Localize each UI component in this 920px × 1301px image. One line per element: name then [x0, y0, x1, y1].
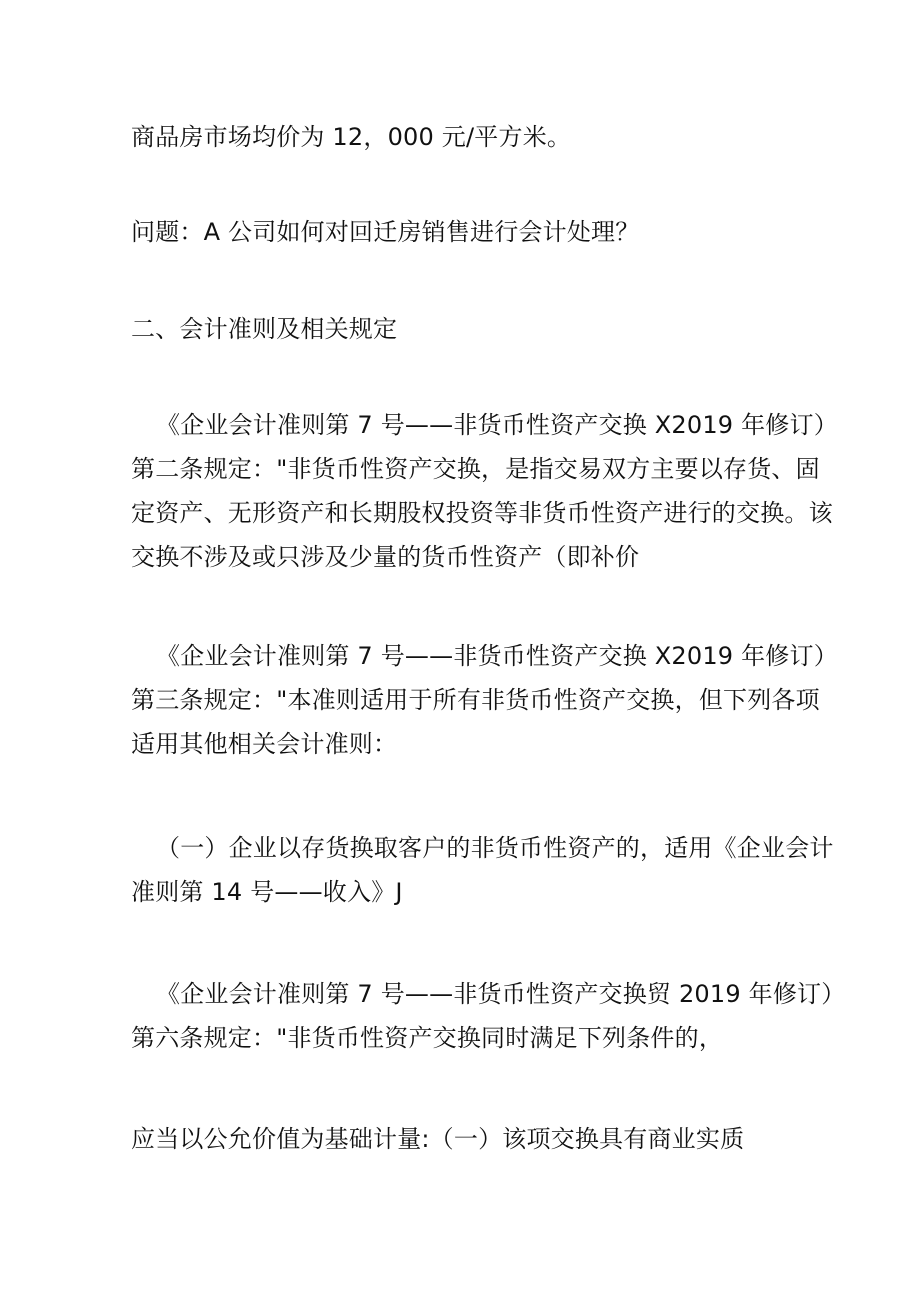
- text-line: 第六条规定："非货币性资产交换同时满足下列条件的，: [131, 1024, 724, 1052]
- text-line: 交换不涉及或只涉及少量的货币性资产（即补价: [131, 543, 640, 571]
- paragraph-question: [131, 210, 811, 254]
- text-line: 《企业会计准则第 7 号——非货币性资产交换 X2019 年修订）: [156, 411, 838, 439]
- heading-text: 二、会计准则及相关规定: [131, 315, 398, 343]
- text-line: 定资产、无形资产和长期股权投资等非货币性资产进行的交换。该: [131, 499, 833, 527]
- paragraph-article-3: [131, 634, 838, 766]
- text-line: 准则第 14 号——收入》J: [131, 878, 403, 906]
- text-line: 《企业会计准则第 7 号——非货币性资产交换 X2019 年修订）: [156, 642, 838, 670]
- text-line: 问题：A 公司如何对回迁房销售进行会计处理？: [131, 218, 640, 246]
- text-line: 适用其他相关会计准则：: [131, 730, 398, 758]
- paragraph-article-2: [131, 403, 838, 579]
- paragraph-article-3-item-1: [131, 826, 836, 914]
- text-line: 《企业会计准则第 7 号——非货币性资产交换贸 2019 年修订）: [156, 980, 846, 1008]
- paragraph-market-price: [131, 115, 811, 159]
- text-line: 商品房市场均价为 12，000 元/平方米。: [131, 123, 572, 151]
- section-heading: [131, 307, 811, 351]
- text-line: 第三条规定："本准则适用于所有非货币性资产交换，但下列各项: [131, 686, 820, 714]
- paragraph-fair-value: [131, 1117, 811, 1161]
- text-line: 应当以公允价值为基础计量:（一）该项交换具有商业实质: [131, 1125, 745, 1153]
- text-line: （一）企业以存货换取客户的非货币性资产的，适用《企业会计: [156, 834, 834, 862]
- text-line: 第二条规定："非货币性资产交换，是指交易双方主要以存货、固: [131, 455, 820, 483]
- paragraph-article-6: [131, 972, 846, 1060]
